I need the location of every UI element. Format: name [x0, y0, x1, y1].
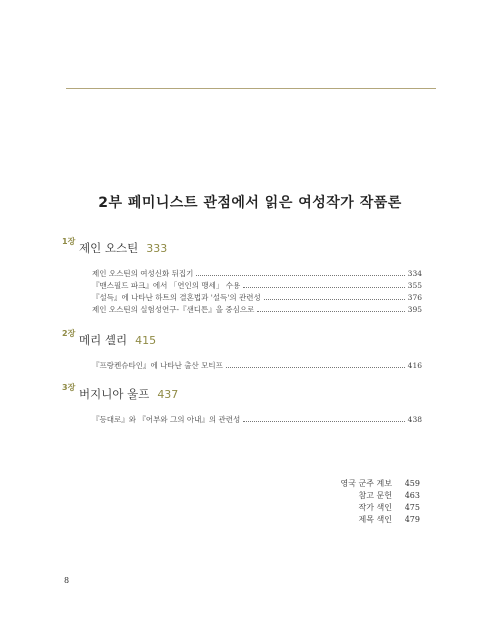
chapter-1 — [62, 236, 422, 316]
entry-page: 438 — [407, 415, 422, 424]
chapter-number: 1장 — [62, 237, 76, 246]
dot-leader — [257, 306, 404, 312]
chapter-title-text: 버지니아 울프 — [79, 387, 150, 401]
chapter-page: 333 — [146, 242, 168, 255]
back-matter-page: 479 — [404, 515, 420, 524]
back-matter-page: 463 — [404, 491, 420, 500]
entry-list — [92, 360, 422, 372]
chapter-number: 2장 — [62, 329, 76, 338]
dot-leader — [264, 294, 405, 300]
toc-entry[interactable] — [92, 280, 422, 292]
chapter-3 — [62, 382, 422, 426]
dot-leader — [196, 270, 404, 276]
entry-page: 355 — [407, 281, 422, 290]
toc-entry[interactable] — [92, 268, 422, 280]
entry-list — [92, 268, 422, 316]
back-matter-label: 작가 색인 — [358, 503, 392, 512]
dot-leader — [226, 362, 405, 368]
entry-title: 제인 오스틴의 여성신화 뒤집기 — [92, 269, 194, 278]
entry-title: 『맨스필드 파크』에서 「연인의 맹세」 수용 — [92, 281, 241, 290]
chapter-title-text: 제인 오스틴 — [79, 241, 139, 255]
entry-page: 376 — [407, 293, 422, 302]
chapter-page: 415 — [135, 334, 157, 347]
back-matter-list — [341, 478, 420, 526]
back-matter-item[interactable] — [341, 490, 420, 502]
dot-leader — [243, 282, 404, 288]
toc-entry[interactable] — [92, 414, 422, 426]
back-matter-label: 제목 색인 — [358, 515, 392, 524]
back-matter-item[interactable] — [341, 514, 420, 526]
chapter-title — [79, 240, 167, 256]
entry-page: 416 — [407, 361, 422, 370]
back-matter-item[interactable] — [341, 478, 420, 490]
toc-entry[interactable] — [92, 304, 422, 316]
chapter-title — [79, 386, 178, 402]
back-matter-page: 475 — [404, 503, 420, 512]
back-matter-label: 영국 군주 계보 — [340, 479, 392, 488]
chapter-number: 3장 — [62, 383, 76, 392]
top-rule — [66, 88, 436, 89]
part-title: 2부 페미니스트 관점에서 읽은 여성작가 작품론 — [98, 195, 402, 211]
chapter-2 — [62, 328, 422, 372]
entry-page: 334 — [407, 269, 422, 278]
back-matter-label: 참고 문헌 — [358, 491, 392, 500]
entry-list — [92, 414, 422, 426]
toc-entry[interactable] — [92, 292, 422, 304]
entry-title: 『설득』에 나타난 하트의 결혼법과 '설득'의 관련성 — [92, 293, 261, 302]
entry-page: 395 — [407, 305, 422, 314]
toc-entry[interactable] — [92, 360, 422, 372]
back-matter-item[interactable] — [341, 502, 420, 514]
page-number: 8 — [64, 576, 70, 585]
entry-title: 『프랑켄슈타인』에 나타난 출산 모티프 — [92, 361, 223, 370]
chapter-title-text: 메리 셸리 — [79, 333, 128, 347]
dot-leader — [243, 416, 404, 422]
entry-title: 『등대로』와 『어부와 그의 아내』의 관련성 — [92, 415, 241, 424]
chapter-page: 437 — [157, 388, 179, 401]
chapter-title — [79, 332, 156, 348]
back-matter-page: 459 — [404, 479, 420, 488]
entry-title: 제인 오스틴의 실험성연구-『샌디튼』을 중심으로 — [92, 305, 255, 314]
